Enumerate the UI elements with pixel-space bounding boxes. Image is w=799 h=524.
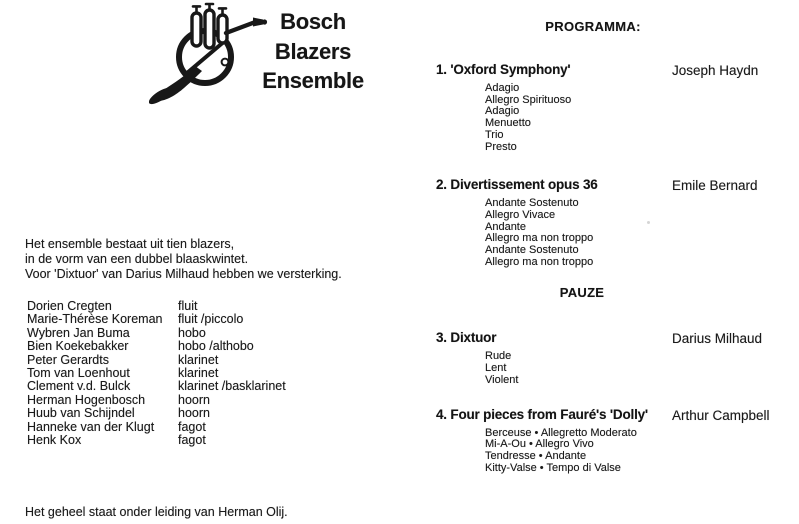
member-row	[27, 434, 362, 447]
scan-speck	[647, 221, 650, 224]
piece-title: 2. Divertissement opus 36	[436, 177, 598, 193]
movement: Berceuse • Allegretto Moderato	[485, 426, 637, 439]
member-row	[27, 380, 362, 393]
movement-list	[485, 351, 780, 386]
composer-name: Emile Bernard	[672, 178, 758, 194]
movement: Allegro ma non troppo	[485, 255, 594, 268]
movement: Andante	[485, 220, 526, 233]
program-column	[436, 20, 780, 474]
movement: Andante Sostenuto	[485, 197, 579, 210]
conductor-note: Het geheel staat onder leiding van Herman Olij.	[25, 505, 288, 519]
member-instrument: fagot	[178, 419, 206, 434]
member-instrument: klarinet /basklarinet	[178, 379, 286, 394]
member-instrument: klarinet	[178, 366, 219, 381]
member-name: Clement v.d. Bulck	[27, 379, 131, 394]
movement: Mi-A-Ou • Allegro Vivo	[485, 438, 594, 451]
program-item	[436, 177, 780, 268]
member-name: Dorien Cregten	[27, 299, 112, 313]
intro-line-2: in de vorm van een dubbel blaaskwintet.	[25, 251, 249, 266]
member-row	[27, 340, 362, 353]
composer-name: Darius Milhaud	[672, 331, 763, 347]
members-list	[27, 300, 362, 447]
member-row	[27, 367, 362, 380]
movement: Lent	[485, 362, 507, 375]
program-item-header	[436, 330, 780, 346]
movement: Presto	[485, 140, 517, 153]
member-instrument: klarinet	[178, 352, 219, 367]
movement-list	[485, 428, 780, 475]
member-instrument: fagot	[178, 433, 206, 448]
piece-title: 1. 'Oxford Symphony'	[436, 62, 571, 77]
program-item-header	[436, 62, 780, 78]
member-row	[27, 327, 362, 340]
member-row	[27, 407, 362, 420]
ensemble-name	[250, 7, 376, 96]
piece-title: 4. Four pieces from Fauré's 'Dolly'	[436, 406, 648, 422]
piece-title: 3. Dixtuor	[436, 330, 497, 346]
logo-line-1: Bosch	[280, 9, 346, 34]
pauze-heading: PAUZE	[559, 285, 605, 301]
member-name: Henk Kox	[27, 433, 82, 448]
member-instrument: hobo /althobo	[178, 339, 254, 354]
program-item	[436, 407, 780, 475]
logo-line-3: Ensemble	[262, 68, 364, 93]
movement: Allegro ma non troppo	[485, 232, 594, 245]
member-name: Peter Gerardts	[27, 352, 109, 367]
movement: Kitty-Valse • Tempo di Valse	[485, 461, 621, 474]
program-item	[436, 330, 780, 386]
movement: Adagio	[485, 82, 520, 94]
movement: Adagio	[485, 105, 520, 118]
movement: Allegro Spirituoso	[485, 93, 572, 106]
logo-line-2: Blazers	[274, 38, 352, 64]
member-row	[27, 313, 362, 326]
composer-name: Arthur Campbell	[672, 407, 770, 423]
movement: Tendresse • Andante	[485, 449, 587, 462]
intro-line-3: Voor 'Dixtuor' van Darius Milhaud hebben we versterking.	[25, 266, 342, 281]
intro-line-1: Het ensemble bestaat uit tien blazers,	[25, 237, 235, 251]
program-heading: PROGRAMMA:	[545, 19, 641, 34]
intro-text	[25, 237, 342, 281]
member-instrument: hoorn	[178, 406, 210, 421]
movement-list	[485, 83, 780, 153]
member-name: Hanneke van der Klugt	[27, 419, 155, 434]
member-name: Tom van Loenhout	[27, 366, 130, 381]
movement-list	[485, 198, 780, 268]
movement: Rude	[485, 350, 512, 363]
movement: Allegro Vivace	[485, 208, 556, 221]
program-items-before-pauze	[436, 62, 780, 268]
member-row	[27, 421, 362, 434]
program-items-after-pauze	[436, 330, 780, 474]
member-row	[27, 354, 362, 367]
movement: Violent	[485, 373, 519, 386]
composer-name: Joseph Haydn	[672, 63, 759, 78]
member-instrument: fluit /piccolo	[178, 312, 244, 327]
member-instrument: hoorn	[178, 392, 210, 407]
member-name: Marie-Thérèse Koreman	[27, 312, 163, 327]
movement: Menuetto	[485, 117, 531, 130]
program-item	[436, 62, 780, 153]
program-item-header	[436, 177, 780, 193]
member-name: Huub van Schijndel	[27, 406, 135, 421]
movement: Andante Sostenuto	[485, 244, 579, 257]
member-instrument: hobo	[178, 325, 206, 340]
member-name: Bien Koekebakker	[27, 339, 129, 354]
program-item-header	[436, 407, 780, 423]
member-row	[27, 394, 362, 407]
member-name: Wybren Jan Buma	[27, 325, 130, 340]
movement: Trio	[485, 128, 504, 141]
member-instrument: fluit	[178, 299, 198, 313]
member-name: Herman Hogenbosch	[27, 392, 146, 407]
member-row	[27, 300, 362, 313]
